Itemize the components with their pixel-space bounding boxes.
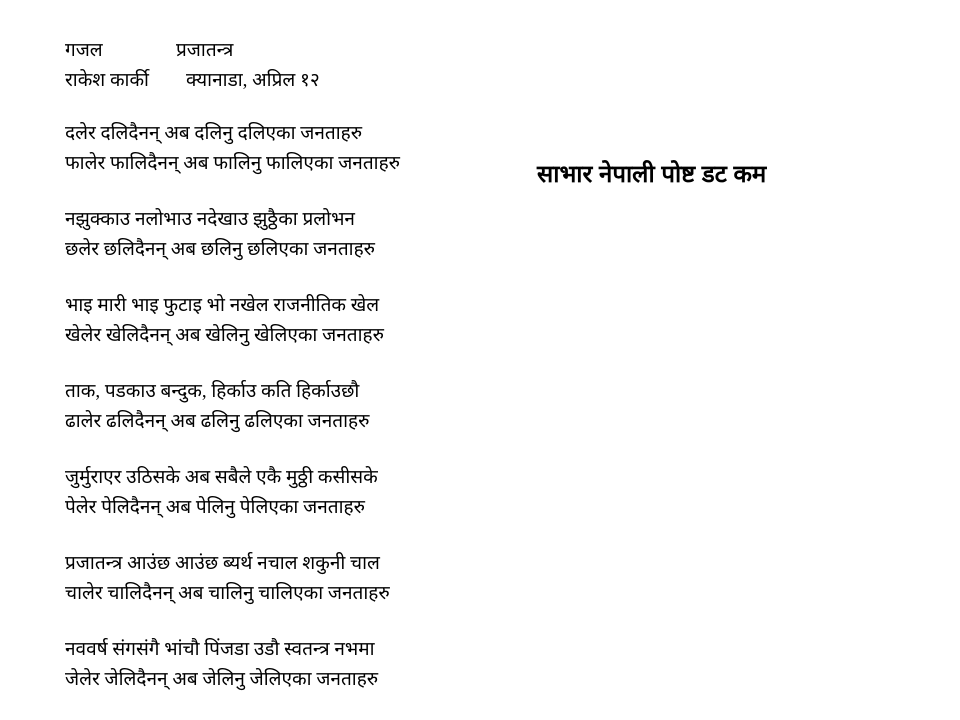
header-title-line bbox=[65, 36, 400, 66]
poem-line: चालेर चालिदैनन् अब चालिनु चालिएका जनताहरु bbox=[65, 583, 390, 604]
poem-line: प्रजातन्त्र आउंछ आउंछ ब्यर्थ नचाल शकुनी चाल bbox=[65, 553, 380, 574]
poem-line: नझुक्काउ नलोभाउ नदेखाउ झुठ्ठैका प्रलोभन bbox=[65, 209, 355, 230]
poem-line: दलेर दलिदैनन् अब दलिनु दलिएका जनताहरु bbox=[65, 123, 363, 144]
poem-line: जुर्मुराएर उठिसके अब सबैले एकै मुठ्ठी कसीसके bbox=[65, 467, 378, 488]
poem-line: फालेर फालिदैनन् अब फालिनु फालिएका जनताहरु bbox=[65, 153, 401, 174]
stanza bbox=[65, 549, 400, 609]
source-attribution: साभार नेपाली पोष्ट डट कम bbox=[537, 161, 767, 188]
poem-line: छलेर छलिदैनन् अब छलिनु छलिएका जनताहरु bbox=[65, 239, 376, 260]
author-name: राकेश कार्की bbox=[65, 70, 149, 91]
genre-label: गजल bbox=[65, 40, 103, 61]
poem-line: पेलेर पेलिदैनन् अब पेलिनु पेलिएका जनताहरु bbox=[65, 497, 365, 518]
poem-line: नववर्ष संगसंगै भांचौ पिंजडा उडौ स्वतन्त्र नभमा bbox=[65, 639, 375, 660]
header-author-line bbox=[65, 66, 400, 96]
stanza bbox=[65, 463, 400, 523]
poem-line: ताक, पडकाउ बन्दुक, हिर्काउ कति हिर्काउछौ bbox=[65, 381, 360, 402]
poem-header bbox=[65, 36, 400, 96]
stanza bbox=[65, 291, 400, 351]
poem-line: खेलेर खेलिदैनन् अब खेलिनु खेलिएका जनताहरु bbox=[65, 325, 384, 346]
poem-area bbox=[65, 36, 400, 695]
poem-line: ढालेर ढलिदैनन् अब ढलिनु ढलिएका जनताहरु bbox=[65, 411, 370, 432]
poem-line: जेलेर जेलिदैनन् अब जेलिनु जेलिएका जनताहरु bbox=[65, 669, 379, 690]
stanza bbox=[65, 635, 400, 695]
poem-line: भाइ मारी भाइ फुटाइ भो नखेल राजनीतिक खेल bbox=[65, 295, 380, 316]
stanza bbox=[65, 119, 400, 179]
place-date: क्यानाडा, अप्रिल १२ bbox=[186, 70, 320, 91]
poem-title: प्रजातन्त्र bbox=[176, 40, 234, 61]
stanza bbox=[65, 377, 400, 437]
stanza bbox=[65, 205, 400, 265]
